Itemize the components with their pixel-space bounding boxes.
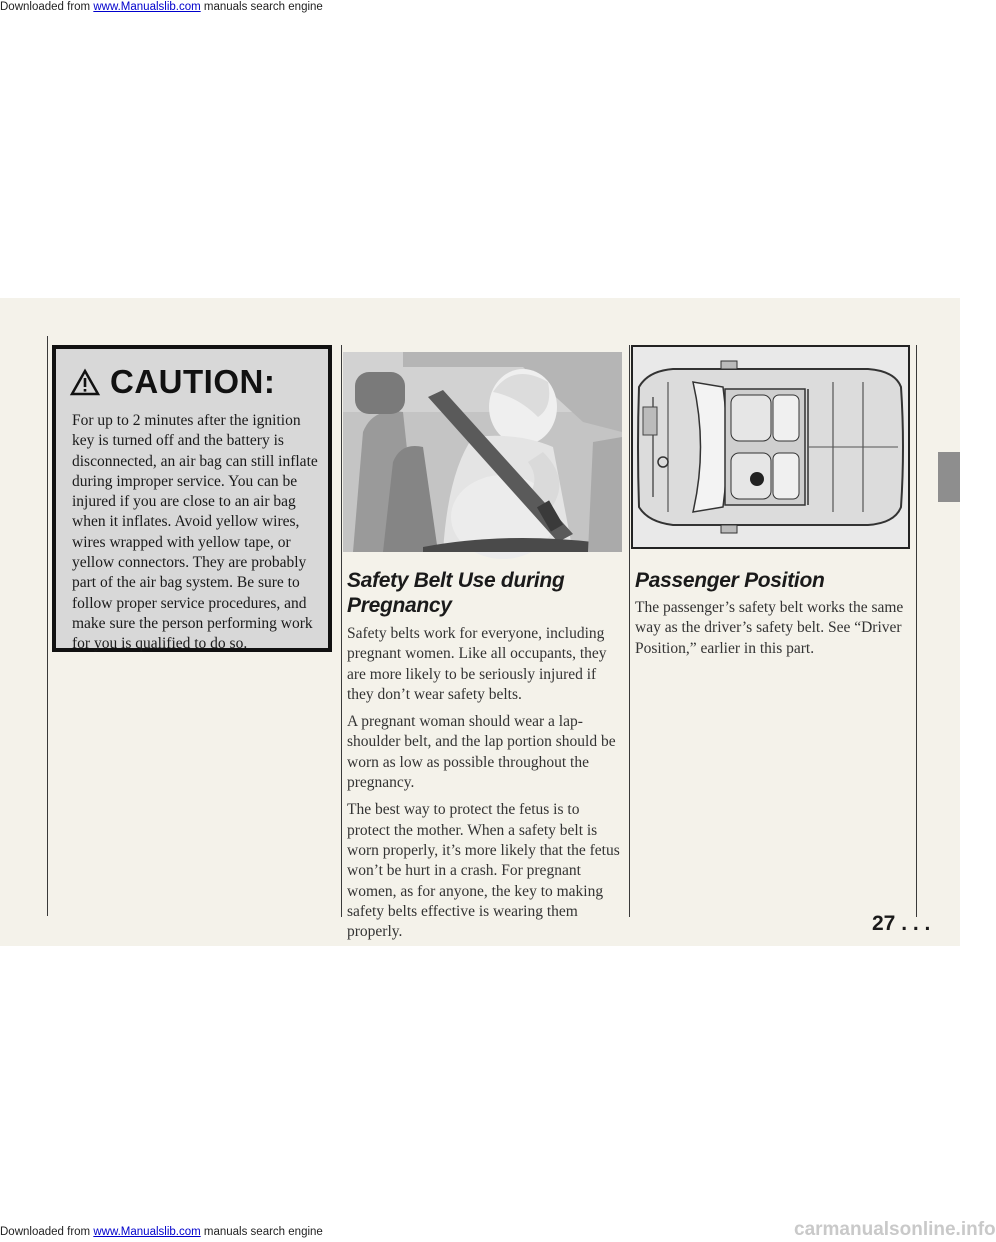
download-header: Downloaded from www.Manualslib.com manuals search engine [0, 1, 323, 13]
manualslib-link[interactable]: www.Manualslib.com [93, 1, 201, 13]
caution-title: CAUTION: [110, 363, 276, 400]
caution-heading [70, 363, 275, 401]
pregnancy-paragraph-1: Safety belts work for everyone, including pregnant women. Like all occupants, they are more likely to be seriously injured if they don’t wear safety belts. [347, 625, 607, 703]
passenger-body [635, 598, 905, 666]
caution-text: For up to 2 minutes after the ignition key is turned off and the battery is disconnected, an air bag can still inflate during improper service. You can be injured if you are close to an air bag when it inflates. Avoid yellow wires, wires wrapped with yellow tape, or yellow connectors. They are probably part of the air bag system. Be sure to follow proper service procedures, and make sure the person performing work for you is qualified to do so. [72, 412, 318, 653]
download-footer: Downloaded from www.Manualslib.com manuals search engine [0, 1226, 323, 1238]
pregnancy-heading: Safety Belt Use during Pregnancy [347, 569, 565, 617]
manualslib-footer-link[interactable]: www.Manualslib.com [93, 1226, 201, 1238]
passenger-heading: Passenger Position [635, 569, 825, 592]
right-margin-rule [916, 345, 917, 917]
pregnancy-body [347, 624, 623, 949]
warning-triangle-icon [70, 369, 100, 396]
caution-box [52, 345, 332, 652]
page-number: 27 . . . [872, 912, 931, 935]
watermark-text: carmanualsonline.info [794, 1219, 996, 1240]
pregnant-occupant-illustration [343, 352, 622, 552]
left-margin-rule [47, 336, 48, 916]
pregnancy-paragraph-3: The best way to protect the fetus is to protect the mother. When a safety belt is worn properly, it’s more likely that the fetus won’t be hurt in a crash. For pregnant women, as for anyone, the key to making safety belts effective is wearing them properly. [347, 801, 620, 941]
pregnancy-paragraph-2: A pregnant woman should wear a lap-shoulder belt, and the lap portion should be worn as low as possible throughout the pregnancy. [347, 713, 616, 792]
section-tab-marker [938, 452, 960, 502]
car-top-view-illustration [631, 345, 910, 549]
column-rule-1 [341, 345, 342, 917]
column-rule-2 [629, 345, 630, 917]
passenger-paragraph: The passenger’s safety belt works the same way as the driver’s safety belt. See “Driver Position,” earlier in this part. [635, 599, 904, 657]
